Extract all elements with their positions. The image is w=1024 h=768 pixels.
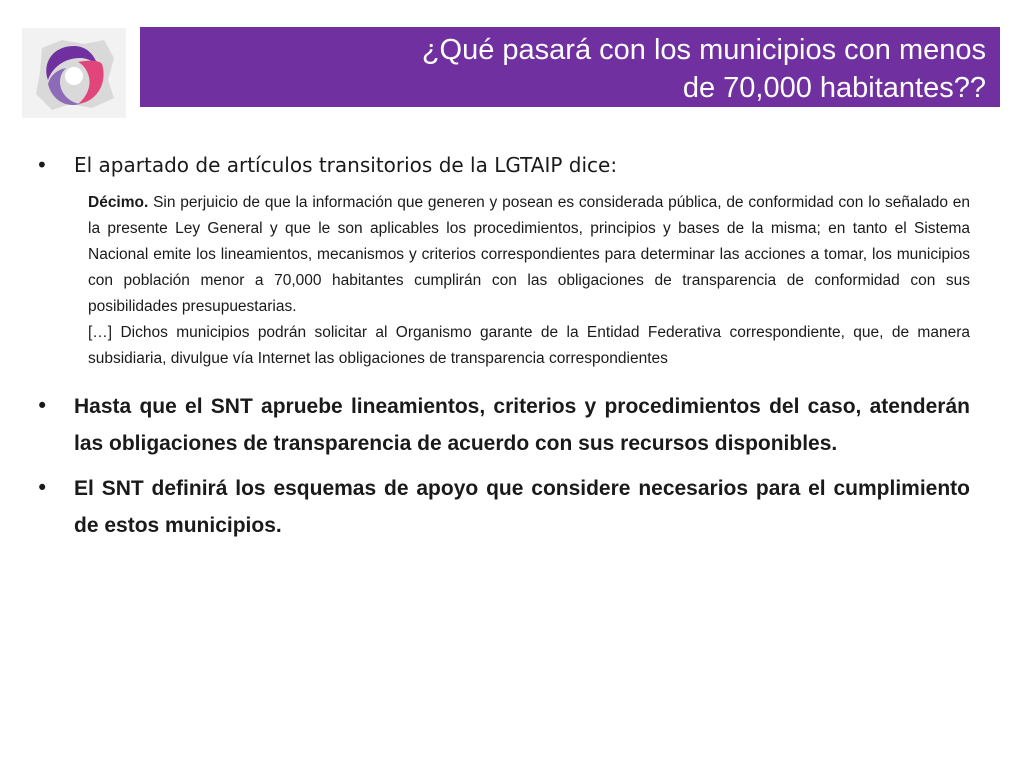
bullet-marker: • [36,476,49,500]
bullet-marker: • [36,153,48,177]
bullet-item [36,470,970,544]
bullet-text: El SNT definirá los esquemas de apoyo que considere necesarios para el cumplimiento de estos municipios. [74,477,970,537]
quoted-article [88,190,970,372]
slide-title [140,27,1000,107]
institution-logo-icon [22,28,126,118]
title-line-1: ¿Qué pasará con los municipios con menos [421,34,986,66]
bullet-marker: • [36,394,49,418]
title-line-2: de 70,000 habitantes?? [682,72,986,104]
bullet-item [36,388,970,462]
quote-paragraph: […] Dichos municipios podrán solicitar al Organismo garante de la Entidad Federativa correspondiente, que, de manera subsidiaria, divulgue vía Internet las obligaciones de transparencia correspondientes [88,324,970,367]
quote-text: Sin perjuicio de que la información que generen y posean es considerada pública, de conformidad con lo señalado en la presente Ley General y que le son aplicables los procedimientos, principios y bases de la misma; en tanto el Sistema Nacional emite los lineamientos, mecanismos y criterios correspondientes para determinar las acciones a tomar, los municipios con población menor a 70,000 habitantes cumplirán con las obligaciones de transparencia de conformidad con sus posibilidades presupuestarias. [88,194,970,315]
bullet-item [36,150,970,180]
bullet-text: Hasta que el SNT apruebe lineamientos, criterios y procedimientos del caso, atenderán las obligaciones de transparencia de acuerdo con sus recursos disponibles. [74,395,970,455]
quote-paragraph [88,190,970,320]
bullet-text: El apartado de artículos transitorios de la LGTAIP dice: [74,153,618,177]
slide-content [36,150,970,544]
article-label: Décimo. [88,194,149,211]
